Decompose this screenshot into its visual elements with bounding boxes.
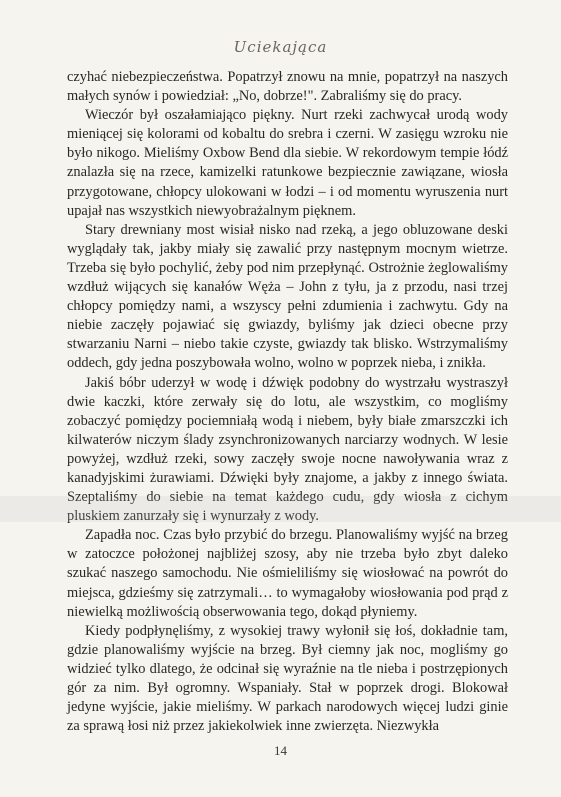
paragraph: Stary drewniany most wisiał nisko nad rzeką, a jego obluzowane deski wyglądały tak, jakby miały się zawalić przy następnym mocnym wietrze. Trzeba się było pochylić, żeby pod nim przepłynąć. Ostrożnie żeglowaliśmy wzdłuż wijących się kanałów Węża – John z tyłu, ja z przodu, nasi trzej chłopcy pomiędzy nami, a wszyscy pełni zdumienia i zachwytu. Gdy na niebie zaczęły pojawiać się gwiazdy, byliśmy jak dzieci obecne przy stwarzaniu Narni – niebo takie czyste, gwiazdy tak blisko. Wstrzymaliśmy oddech, gdy jedna poszybowała wolno, wolno w poprzek nieba, i znikła. (67, 221, 508, 372)
paragraph: czyhać niebezpieczeństwa. Popatrzył znowu na mnie, popatrzył na naszych małych synów i powiedział: „No, dobrze!". Zabraliśmy się do pracy. (67, 69, 508, 105)
page-number: 14 (274, 743, 287, 758)
paragraph: Jakiś bóbr uderzył w wodę i dźwięk podobny do wystrzału wystraszył dwie kaczki, które zerwały się do lotu, ale wszystkim, co mogliśmy zobaczyć pomiędzy pociemniałą wodą i niebem, były białe zmarszczki ich kilwaterów niczym ślady zsynchronizowanych narciarzy wodnych. W lesie powyżej, wzdłuż rzeki, sowy zaczęły swoje nocne nawoływania wraz z kanadyjskimi żurawiami. Dźwięki były znajome, a jakby z innego świata. Szeptaliśmy do siebie na temat każdego cudu, gdy wiosła z cichym pluskiem zanurzały się i wynurzały z wody. (67, 374, 508, 525)
running-title: Uciekająca (233, 38, 328, 56)
body-text (67, 68, 508, 736)
paragraph: Kiedy podpłynęliśmy, z wysokiej trawy wyłonił się łoś, dokładnie tam, gdzie planowaliśmy wyjście na brzeg. Był ciemny jak noc, mogliśmy go widzieć tylko dlatego, że odcinał się wyraźnie na tle nieba i postrzępionych gór za nim. Był ogromny. Wspaniały. Stał w poprzek drogi. Blokował jedyne wyjście, jakie mieliśmy. W parkach narodowych więcej ludzi ginie za sprawą łosi niż przez jakiekolwiek inne zwierzęta. Niezwykła (67, 622, 508, 735)
paragraph: Wieczór był oszałamiająco piękny. Nurt rzeki zachwycał urodą wody mieniącej się kolorami od kobaltu do srebra i czerni. W zasięgu wzroku nie było nikogo. Mieliśmy Oxbow Bend dla siebie. W rekordowym tempie łódź znalazła się na rzece, kamizelki ratunkowe bezpiecznie zawiązane, wiosła przygotowane, chłopcy ulokowani w łodzi – i od momentu wyruszenia nurt upajał nas wszystkich niewyobrażalnym pięknem. (67, 107, 508, 219)
paragraph: Zapadła noc. Czas było przybić do brzegu. Planowaliśmy wyjść na brzeg w zatoczce położonej najbliżej szosy, aby nie trzeba było zbyt daleko szukać naszego samochodu. Nie ośmieliliśmy się wiosłować na powrót do miejsca, gdzieśmy się zatrzymali… to wymagałoby wiosłowania pod prąd z niewielką możliwością obserwowania tego, dokąd płyniemy. (67, 527, 508, 620)
